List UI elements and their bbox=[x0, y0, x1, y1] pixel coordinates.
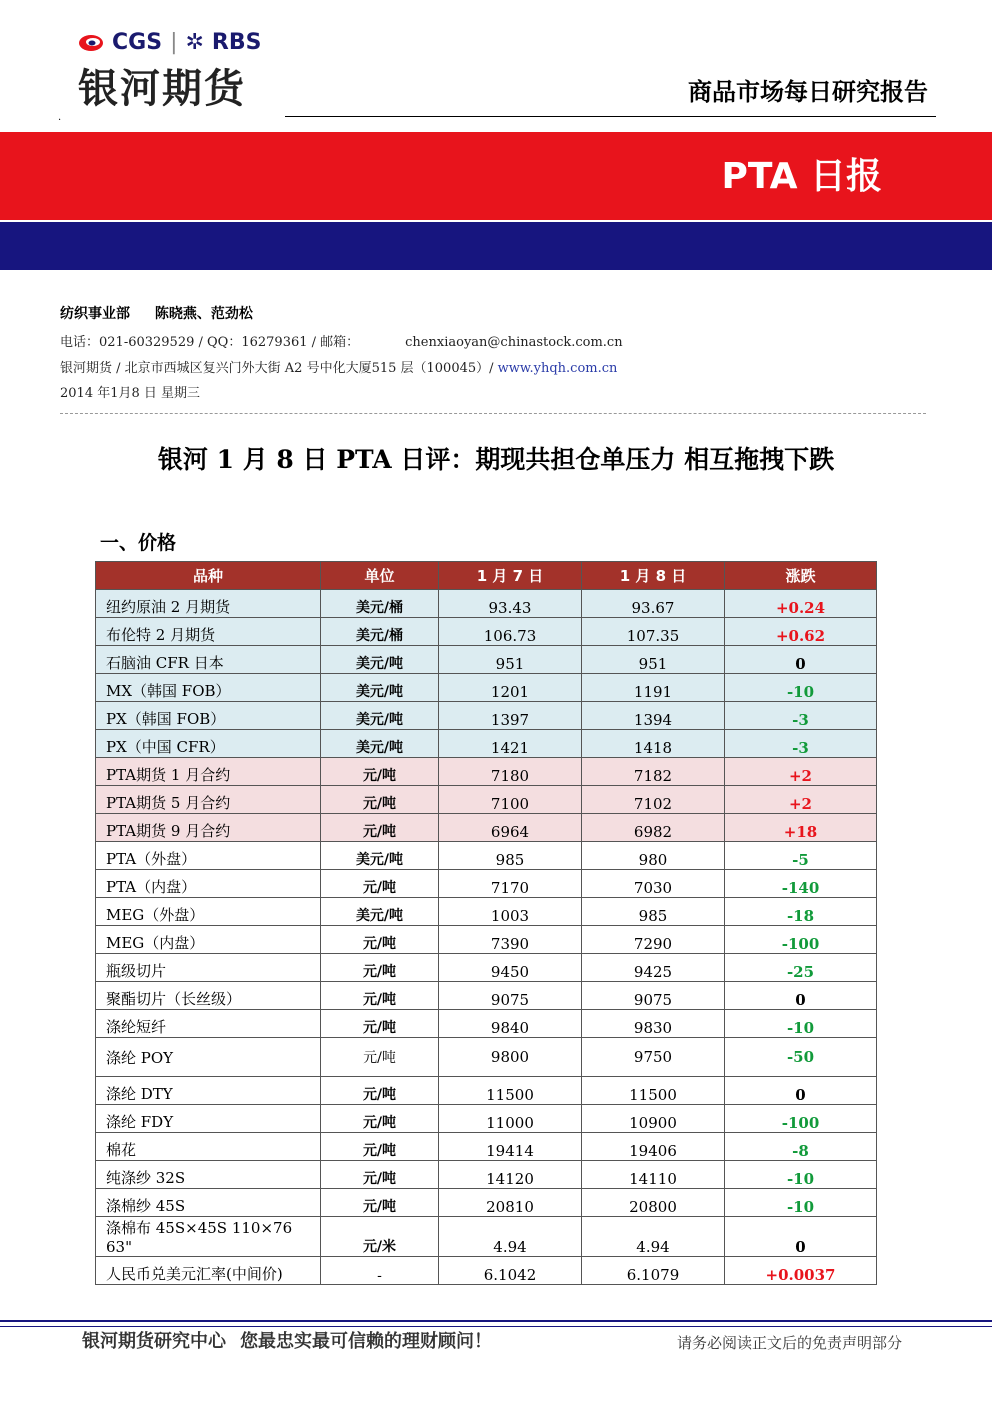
item-name-cell: 聚酯切片（长丝级） bbox=[96, 982, 321, 1010]
table-row bbox=[96, 758, 877, 786]
item-name-cell: PTA（内盘） bbox=[96, 870, 321, 898]
footer-slogan: 您最忠实最可信赖的理财顾问！ bbox=[240, 1331, 492, 1352]
table-row bbox=[96, 1077, 877, 1105]
price-jan7-cell: 14120 bbox=[439, 1161, 582, 1189]
unit-cell: 元/吨 bbox=[321, 1010, 439, 1038]
change-cell: +2 bbox=[725, 786, 877, 814]
table-row bbox=[96, 926, 877, 954]
price-jan7-cell: 19414 bbox=[439, 1133, 582, 1161]
email-link[interactable]: chenxiaoyan@chinastock.com.cn bbox=[405, 335, 623, 350]
rbs-star-icon: ✲ bbox=[185, 30, 204, 55]
price-jan7-cell: 7100 bbox=[439, 786, 582, 814]
price-jan7-cell: 985 bbox=[439, 842, 582, 870]
logo-brand-rbs: RBS bbox=[211, 30, 262, 55]
table-row bbox=[96, 1133, 877, 1161]
section-title: 一、价格 bbox=[100, 532, 177, 554]
cgs-swirl-icon bbox=[78, 33, 104, 53]
website-link[interactable]: www.yhqh.com.cn bbox=[497, 361, 618, 376]
price-jan7-cell: 9800 bbox=[439, 1038, 582, 1077]
item-name-cell: 石脑油 CFR 日本 bbox=[96, 646, 321, 674]
table-row bbox=[96, 1189, 877, 1217]
price-jan7-cell: 1003 bbox=[439, 898, 582, 926]
price-jan8-cell: 93.67 bbox=[582, 590, 725, 618]
price-jan8-cell: 6.1079 bbox=[582, 1257, 725, 1285]
change-cell: 0 bbox=[725, 646, 877, 674]
change-cell: -8 bbox=[725, 1133, 877, 1161]
price-jan7-cell: 7390 bbox=[439, 926, 582, 954]
price-jan7-cell: 4.94 bbox=[439, 1217, 582, 1257]
unit-cell: 美元/吨 bbox=[321, 730, 439, 758]
contact-line bbox=[60, 331, 623, 350]
change-cell: 0 bbox=[725, 982, 877, 1010]
dashed-divider bbox=[60, 413, 926, 414]
change-cell: 0 bbox=[725, 1217, 877, 1257]
report-type: 商品市场每日研究报告 bbox=[688, 78, 928, 106]
unit-cell: - bbox=[321, 1257, 439, 1285]
table-row bbox=[96, 982, 877, 1010]
footer-left bbox=[82, 1327, 492, 1353]
footer-disclaimer: 请务必阅读正文后的免责声明部分 bbox=[676, 1334, 902, 1352]
header-cell-unit: 单位 bbox=[321, 562, 439, 590]
price-jan8-cell: 9075 bbox=[582, 982, 725, 1010]
change-cell: 0 bbox=[725, 1077, 877, 1105]
unit-cell: 美元/吨 bbox=[321, 898, 439, 926]
unit-cell: 元/吨 bbox=[321, 786, 439, 814]
unit-cell: 美元/吨 bbox=[321, 674, 439, 702]
price-jan7-cell: 1397 bbox=[439, 702, 582, 730]
table-row bbox=[96, 1161, 877, 1189]
change-cell: +0.62 bbox=[725, 618, 877, 646]
price-jan8-cell: 7030 bbox=[582, 870, 725, 898]
table-row bbox=[96, 590, 877, 618]
price-jan8-cell: 9830 bbox=[582, 1010, 725, 1038]
item-name-cell: PTA期货 5 月合约 bbox=[96, 786, 321, 814]
change-cell: -3 bbox=[725, 730, 877, 758]
item-name-cell: 纯涤纱 32S bbox=[96, 1161, 321, 1189]
table-header-row bbox=[96, 562, 877, 590]
price-jan8-cell: 4.94 bbox=[582, 1217, 725, 1257]
change-cell: +18 bbox=[725, 814, 877, 842]
contact-text: 电话：021-60329529 / QQ：16279361 / 邮箱： bbox=[60, 335, 360, 350]
change-cell: -100 bbox=[725, 926, 877, 954]
footer-center-name: 银河期货研究中心 bbox=[82, 1331, 226, 1352]
price-jan8-cell: 107.35 bbox=[582, 618, 725, 646]
price-jan7-cell: 7180 bbox=[439, 758, 582, 786]
price-jan7-cell: 6964 bbox=[439, 814, 582, 842]
table-row bbox=[96, 814, 877, 842]
table-row bbox=[96, 702, 877, 730]
price-jan8-cell: 6982 bbox=[582, 814, 725, 842]
price-table bbox=[95, 561, 877, 1285]
price-jan7-cell: 9840 bbox=[439, 1010, 582, 1038]
table-row bbox=[96, 786, 877, 814]
price-jan8-cell: 985 bbox=[582, 898, 725, 926]
logo-company-name: 银河期货 bbox=[78, 66, 246, 112]
change-cell: -25 bbox=[725, 954, 877, 982]
price-jan7-cell: 11500 bbox=[439, 1077, 582, 1105]
table-row bbox=[96, 842, 877, 870]
author-line bbox=[60, 303, 253, 323]
change-cell: -18 bbox=[725, 898, 877, 926]
headline: 银河 1 月 8 日 PTA 日评：期现共担仓单压力 相互拖拽下跌 bbox=[157, 445, 835, 474]
price-jan8-cell: 9425 bbox=[582, 954, 725, 982]
price-jan7-cell: 951 bbox=[439, 646, 582, 674]
department: 纺织事业部 bbox=[60, 306, 130, 322]
price-jan7-cell: 9450 bbox=[439, 954, 582, 982]
unit-cell: 美元/桶 bbox=[321, 618, 439, 646]
item-name-cell: 涤棉布 45S×45S 110×76 63" bbox=[96, 1217, 321, 1257]
report-title: PTA 日报 bbox=[721, 156, 882, 197]
unit-cell: 美元/桶 bbox=[321, 590, 439, 618]
price-jan7-cell: 106.73 bbox=[439, 618, 582, 646]
price-jan8-cell: 951 bbox=[582, 646, 725, 674]
unit-cell: 元/吨 bbox=[321, 926, 439, 954]
unit-cell: 元/米 bbox=[321, 1217, 439, 1257]
unit-cell: 元/吨 bbox=[321, 1038, 439, 1077]
item-name-cell: PX（中国 CFR） bbox=[96, 730, 321, 758]
price-jan8-cell: 9750 bbox=[582, 1038, 725, 1077]
unit-cell: 元/吨 bbox=[321, 1161, 439, 1189]
item-name-cell: 人民币兑美元汇率(中间价) bbox=[96, 1257, 321, 1285]
price-jan8-cell: 7182 bbox=[582, 758, 725, 786]
change-cell: -10 bbox=[725, 674, 877, 702]
item-name-cell: MEG（外盘） bbox=[96, 898, 321, 926]
title-band bbox=[0, 132, 992, 220]
table-row bbox=[96, 898, 877, 926]
price-jan8-cell: 10900 bbox=[582, 1105, 725, 1133]
price-jan8-cell: 1191 bbox=[582, 674, 725, 702]
company-logo bbox=[78, 30, 261, 114]
table-row bbox=[96, 870, 877, 898]
unit-cell: 元/吨 bbox=[321, 1133, 439, 1161]
price-jan7-cell: 93.43 bbox=[439, 590, 582, 618]
price-jan7-cell: 7170 bbox=[439, 870, 582, 898]
change-cell: -140 bbox=[725, 870, 877, 898]
price-jan7-cell: 20810 bbox=[439, 1189, 582, 1217]
change-cell: -10 bbox=[725, 1189, 877, 1217]
address-text: 银河期货 / 北京市西城区复兴门外大街 A2 号中化大厦515 层（100045）/ bbox=[60, 361, 498, 376]
price-jan7-cell: 1421 bbox=[439, 730, 582, 758]
table-row bbox=[96, 1217, 877, 1257]
table-row bbox=[96, 1257, 877, 1285]
table-row bbox=[96, 646, 877, 674]
unit-cell: 元/吨 bbox=[321, 1189, 439, 1217]
item-name-cell: PTA期货 1 月合约 bbox=[96, 758, 321, 786]
unit-cell: 元/吨 bbox=[321, 982, 439, 1010]
price-jan8-cell: 20800 bbox=[582, 1189, 725, 1217]
header-dot: . bbox=[58, 112, 62, 123]
table-row bbox=[96, 618, 877, 646]
change-cell: +2 bbox=[725, 758, 877, 786]
item-name-cell: 瓶级切片 bbox=[96, 954, 321, 982]
change-cell: +0.0037 bbox=[725, 1257, 877, 1285]
unit-cell: 元/吨 bbox=[321, 870, 439, 898]
item-name-cell: 棉花 bbox=[96, 1133, 321, 1161]
unit-cell: 美元/吨 bbox=[321, 646, 439, 674]
item-name-cell: 涤棉纱 45S bbox=[96, 1189, 321, 1217]
price-jan8-cell: 11500 bbox=[582, 1077, 725, 1105]
item-name-cell: PX（韩国 FOB） bbox=[96, 702, 321, 730]
navy-band bbox=[0, 222, 992, 270]
item-name-cell: PTA期货 9 月合约 bbox=[96, 814, 321, 842]
header-cell-name: 品种 bbox=[96, 562, 321, 590]
price-jan8-cell: 980 bbox=[582, 842, 725, 870]
item-name-cell: 布伦特 2 月期货 bbox=[96, 618, 321, 646]
author-names: 陈晓燕、范劲松 bbox=[154, 306, 253, 322]
table-row bbox=[96, 730, 877, 758]
change-cell: -3 bbox=[725, 702, 877, 730]
price-jan7-cell: 6.1042 bbox=[439, 1257, 582, 1285]
change-cell: -10 bbox=[725, 1010, 877, 1038]
header-cell-date2: 1 月 8 日 bbox=[582, 562, 725, 590]
header-cell-date1: 1 月 7 日 bbox=[439, 562, 582, 590]
change-cell: -50 bbox=[725, 1038, 877, 1077]
change-cell: -100 bbox=[725, 1105, 877, 1133]
price-jan8-cell: 1418 bbox=[582, 730, 725, 758]
unit-cell: 美元/吨 bbox=[321, 702, 439, 730]
item-name-cell: 涤纶 DTY bbox=[96, 1077, 321, 1105]
price-jan7-cell: 9075 bbox=[439, 982, 582, 1010]
header-rule bbox=[285, 116, 936, 117]
price-jan8-cell: 7290 bbox=[582, 926, 725, 954]
table-row bbox=[96, 1038, 877, 1077]
table-row bbox=[96, 954, 877, 982]
item-name-cell: PTA（外盘） bbox=[96, 842, 321, 870]
logo-brand-cgs: CGS bbox=[112, 30, 163, 55]
unit-cell: 美元/吨 bbox=[321, 842, 439, 870]
footer-rule bbox=[0, 1320, 992, 1322]
table-row bbox=[96, 1010, 877, 1038]
item-name-cell: MX（韩国 FOB） bbox=[96, 674, 321, 702]
price-jan7-cell: 1201 bbox=[439, 674, 582, 702]
unit-cell: 元/吨 bbox=[321, 814, 439, 842]
price-jan8-cell: 7102 bbox=[582, 786, 725, 814]
item-name-cell: 纽约原油 2 月期货 bbox=[96, 590, 321, 618]
logo-separator: | bbox=[170, 30, 178, 55]
unit-cell: 元/吨 bbox=[321, 1105, 439, 1133]
change-cell: -5 bbox=[725, 842, 877, 870]
item-name-cell: MEG（内盘） bbox=[96, 926, 321, 954]
price-jan8-cell: 1394 bbox=[582, 702, 725, 730]
change-cell: +0.24 bbox=[725, 590, 877, 618]
table-row bbox=[96, 674, 877, 702]
change-cell: -10 bbox=[725, 1161, 877, 1189]
report-date: 2014 年1月8 日 星期三 bbox=[60, 386, 201, 401]
price-jan8-cell: 19406 bbox=[582, 1133, 725, 1161]
table-row bbox=[96, 1105, 877, 1133]
header-cell-change: 涨跌 bbox=[725, 562, 877, 590]
unit-cell: 元/吨 bbox=[321, 1077, 439, 1105]
address-line bbox=[60, 357, 617, 376]
unit-cell: 元/吨 bbox=[321, 758, 439, 786]
price-jan8-cell: 14110 bbox=[582, 1161, 725, 1189]
unit-cell: 元/吨 bbox=[321, 954, 439, 982]
item-name-cell: 涤纶 FDY bbox=[96, 1105, 321, 1133]
price-jan7-cell: 11000 bbox=[439, 1105, 582, 1133]
item-name-cell: 涤纶短纤 bbox=[96, 1010, 321, 1038]
item-name-cell: 涤纶 POY bbox=[96, 1038, 321, 1077]
